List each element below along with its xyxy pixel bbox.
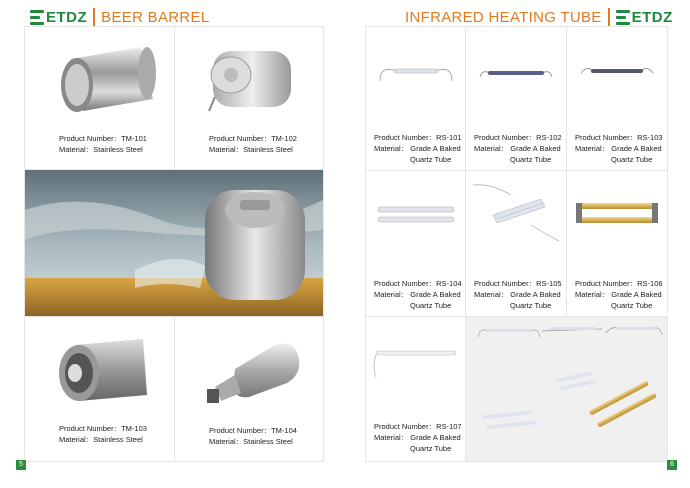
product-material: Material： Grade A Baked <box>474 290 561 299</box>
product-cell-rs-107 <box>366 317 465 461</box>
product-material: Material： Grade A Baked <box>474 144 561 153</box>
product-caption <box>575 132 663 165</box>
heating-tube-image <box>372 191 458 241</box>
product-cell-rs-105 <box>466 171 566 316</box>
product-caption <box>474 278 562 311</box>
product-material: Material： Grade A Baked <box>374 433 461 442</box>
product-material: Material：Stainless Steel <box>59 435 143 444</box>
product-material-line2: Quartz Tube <box>510 301 552 310</box>
product-material-line2: Quartz Tube <box>510 155 552 164</box>
left-frame <box>24 26 324 462</box>
banner-image <box>25 170 323 316</box>
product-cell-rs-101 <box>366 27 465 170</box>
heating-tube-image <box>370 337 462 387</box>
product-material-line2: Quartz Tube <box>410 444 452 453</box>
product-cell-rs-104 <box>366 171 465 316</box>
product-number: Product Number：TM-101 <box>59 134 147 143</box>
product-caption <box>59 423 147 445</box>
product-number: Product Number：RS-102 <box>474 133 562 142</box>
product-cell-rs-102 <box>466 27 566 170</box>
brand-text: ETDZ <box>46 8 88 26</box>
heating-tube-image <box>376 51 456 91</box>
product-caption <box>374 132 462 165</box>
tube-collage-image <box>466 317 667 461</box>
bottle-image <box>195 329 305 409</box>
product-cell-tm-104 <box>175 317 323 461</box>
product-material-line2: Quartz Tube <box>410 301 452 310</box>
page-number: 6 <box>667 460 677 470</box>
section-title: INFRARED HEATING TUBE <box>405 8 602 26</box>
product-cell-tm-101 <box>25 27 174 169</box>
product-material: Material： Grade A Baked <box>575 144 662 153</box>
product-caption <box>209 425 297 447</box>
left-header <box>30 6 210 28</box>
heating-tube-image <box>574 191 660 241</box>
header-divider <box>608 8 610 26</box>
keg-image <box>195 37 305 117</box>
right-frame <box>365 26 668 462</box>
product-cell-rs-106 <box>567 171 667 316</box>
header-divider <box>93 8 95 26</box>
product-number: Product Number：RS-103 <box>575 133 663 142</box>
product-material: Material： Grade A Baked <box>374 144 461 153</box>
heating-tube-image <box>577 55 657 95</box>
product-material: Material： Grade A Baked <box>575 290 662 299</box>
product-caption <box>374 421 462 454</box>
product-number: Product Number：RS-107 <box>374 422 462 431</box>
beer-barrel-banner <box>25 170 323 316</box>
product-caption <box>209 133 297 155</box>
product-number: Product Number：TM-103 <box>59 424 147 433</box>
product-number: Product Number：TM-104 <box>209 426 297 435</box>
right-header <box>405 6 673 28</box>
product-number: Product Number：RS-101 <box>374 133 462 142</box>
product-material-line2: Quartz Tube <box>410 155 452 164</box>
product-cell-tm-103 <box>25 317 174 461</box>
product-caption <box>474 132 562 165</box>
product-number: Product Number：TM-102 <box>209 134 297 143</box>
keg-image <box>41 39 161 119</box>
product-cell-rs-103 <box>567 27 667 170</box>
product-material: Material：Stainless Steel <box>209 145 293 154</box>
product-material-line2: Quartz Tube <box>611 155 653 164</box>
etdz-logo-mark-icon <box>30 10 44 25</box>
etdz-logo <box>30 9 87 26</box>
product-material-line2: Quartz Tube <box>611 301 653 310</box>
product-caption <box>374 278 462 311</box>
product-number: Product Number：RS-106 <box>575 279 663 288</box>
page-number: 5 <box>16 460 26 470</box>
keg-image <box>47 327 157 407</box>
product-number: Product Number：RS-104 <box>374 279 462 288</box>
product-material: Material： Grade A Baked <box>374 290 461 299</box>
product-caption <box>59 133 147 155</box>
heating-tube-image <box>476 55 556 95</box>
product-number: Product Number：RS-105 <box>474 279 562 288</box>
product-cell-tm-102 <box>175 27 323 169</box>
heating-tube-image <box>471 181 561 247</box>
tube-collage <box>466 317 667 461</box>
section-title: BEER BARREL <box>101 8 210 26</box>
etdz-logo-mark-icon <box>616 10 630 25</box>
product-caption <box>575 278 663 311</box>
product-material: Material：Stainless Steel <box>59 145 143 154</box>
right-page <box>345 0 690 488</box>
etdz-logo <box>616 9 673 26</box>
brand-text: ETDZ <box>631 8 673 26</box>
product-material: Material：Stainless Steel <box>209 437 293 446</box>
